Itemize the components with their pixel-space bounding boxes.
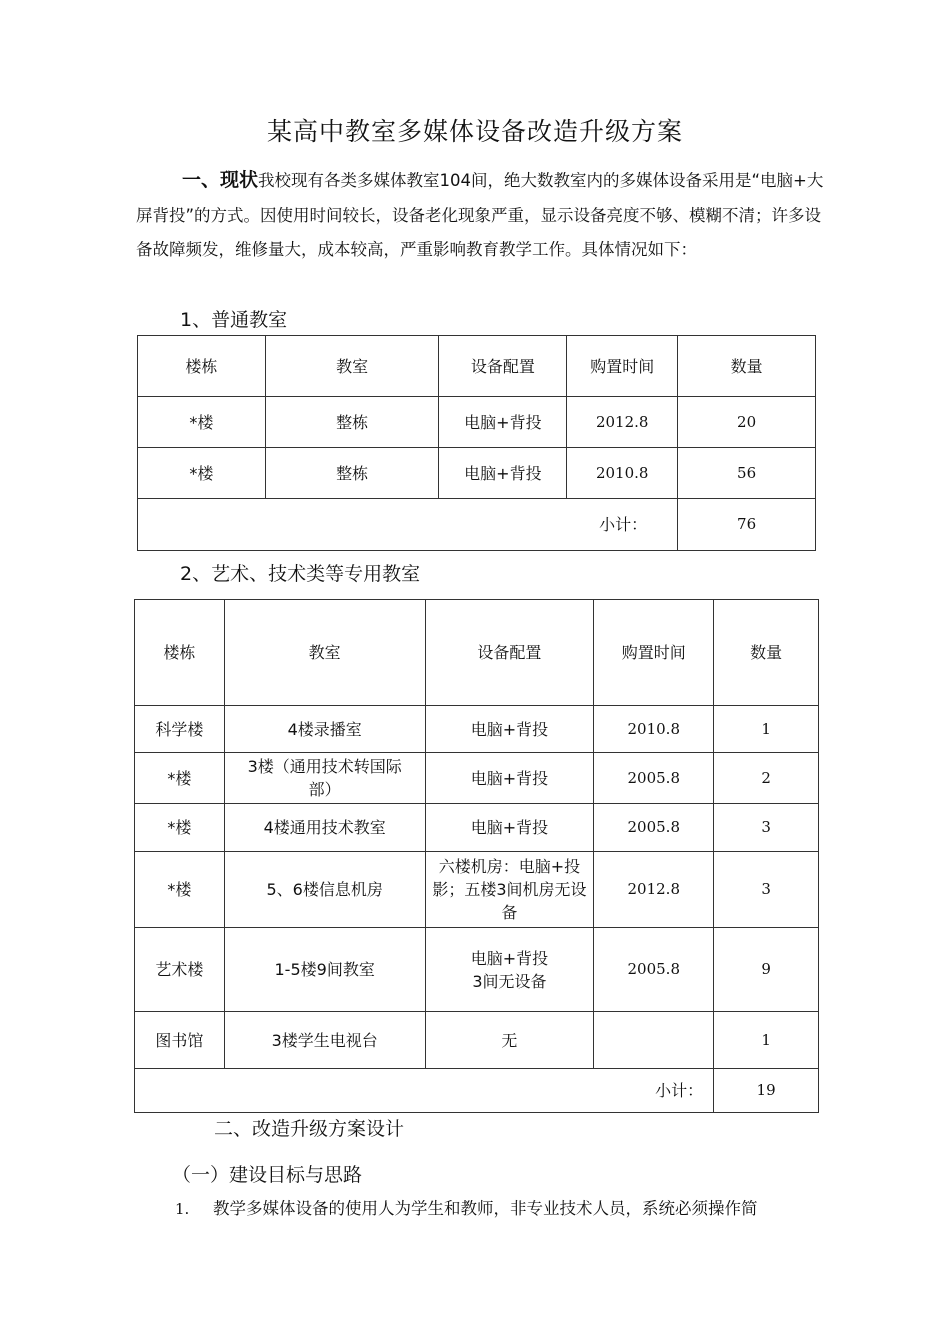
classroom-cell: 4楼录播室: [224, 706, 425, 753]
header-cell: 教室: [265, 336, 439, 397]
header-cell: 数量: [714, 600, 819, 706]
header-cell: 设备配置: [439, 336, 567, 397]
building-cell: 科学楼: [135, 706, 225, 753]
subtotal-row: [135, 1069, 819, 1113]
status-body: 我校现有各类多媒体教室104间，绝大数教室内的多媒体设备采用是“电脑+大屏背投”的方式。因使用时间较长，设备老化现象严重，显示设备亮度不够、模糊不清；许多设备故障频发，维修量大，成本较高，严重影响教育教学工作。具体情况如下：: [136, 171, 824, 259]
equipment-cell: 无: [425, 1012, 594, 1069]
list-item: [175, 1195, 758, 1219]
subtotal-value: 76: [678, 499, 816, 551]
purchase-date-cell: [594, 1012, 714, 1069]
building-cell: *楼: [138, 397, 266, 448]
equipment-cell: 电脑+背投: [425, 804, 594, 852]
quantity-cell: 1: [714, 706, 819, 753]
page-title: 某高中教室多媒体设备改造升级方案: [266, 117, 683, 146]
equipment-cell: 电脑+背投: [425, 706, 594, 753]
quantity-cell: 56: [678, 448, 816, 499]
quantity-cell: 1: [714, 1012, 819, 1069]
purchase-date-cell: 2005.8: [594, 753, 714, 804]
table-header-row: [138, 336, 816, 397]
classroom-cell: 3楼学生电视台: [224, 1012, 425, 1069]
equipment-cell: 电脑+背投: [439, 448, 567, 499]
header-cell: 楼栋: [138, 336, 266, 397]
header-cell: 数量: [678, 336, 816, 397]
building-cell: 图书馆: [135, 1012, 225, 1069]
section-heading-design: 二、改造升级方案设计: [214, 1118, 405, 1140]
subsection-title-special: 2、艺术、技术类等专用教室: [180, 563, 421, 585]
quantity-cell: 2: [714, 753, 819, 804]
table-row: [135, 852, 819, 928]
list-item-text: 教学多媒体设备的使用人为学生和教师，非专业技术人员，系统必须操作简: [213, 1199, 758, 1218]
classroom-cell: 整栋: [265, 448, 439, 499]
classroom-cell: 1-5楼9间教室: [224, 928, 425, 1012]
special-classroom-table: [134, 599, 819, 1113]
equipment-cell: 电脑+背投 3间无设备: [425, 928, 594, 1012]
quantity-cell: 3: [714, 804, 819, 852]
table-row: [138, 448, 816, 499]
section-heading-status: 一、现状: [182, 169, 259, 191]
status-paragraph: [136, 163, 826, 268]
quantity-cell: 9: [714, 928, 819, 1012]
table-row: [135, 706, 819, 753]
purchase-date-cell: 2012.8: [567, 397, 678, 448]
header-cell: 设备配置: [425, 600, 594, 706]
building-cell: *楼: [138, 448, 266, 499]
header-cell: 教室: [224, 600, 425, 706]
classroom-cell: 整栋: [265, 397, 439, 448]
building-cell: *楼: [135, 753, 225, 804]
purchase-date-cell: 2012.8: [594, 852, 714, 928]
subtotal-label: 小计：: [135, 1069, 714, 1113]
building-cell: *楼: [135, 804, 225, 852]
table-row: [135, 753, 819, 804]
classroom-cell: 5、6楼信息机房: [224, 852, 425, 928]
table-row: [135, 928, 819, 1012]
purchase-date-cell: 2005.8: [594, 804, 714, 852]
classroom-cell: 4楼通用技术教室: [224, 804, 425, 852]
regular-classroom-table: [137, 335, 816, 551]
classroom-cell: 3楼（通用技术转国际部）: [224, 753, 425, 804]
equipment-cell: 电脑+背投: [425, 753, 594, 804]
list-item-number: 1.: [175, 1200, 190, 1218]
table-row: [138, 397, 816, 448]
subsection-heading-goals: （一）建设目标与思路: [172, 1164, 363, 1186]
quantity-cell: 20: [678, 397, 816, 448]
subtotal-value: 19: [714, 1069, 819, 1113]
purchase-date-cell: 2010.8: [594, 706, 714, 753]
table-header-row: [135, 600, 819, 706]
building-cell: 艺术楼: [135, 928, 225, 1012]
subsection-title-regular: 1、普通教室: [180, 309, 288, 331]
header-cell: 购置时间: [567, 336, 678, 397]
building-cell: *楼: [135, 852, 225, 928]
header-cell: 楼栋: [135, 600, 225, 706]
table-row: [135, 1012, 819, 1069]
subtotal-label: 小计：: [138, 499, 678, 551]
purchase-date-cell: 2010.8: [567, 448, 678, 499]
purchase-date-cell: 2005.8: [594, 928, 714, 1012]
quantity-cell: 3: [714, 852, 819, 928]
equipment-cell: 电脑+背投: [439, 397, 567, 448]
subtotal-row: [138, 499, 816, 551]
table-row: [135, 804, 819, 852]
header-cell: 购置时间: [594, 600, 714, 706]
equipment-cell: 六楼机房：电脑+投影；五楼3间机房无设备: [425, 852, 594, 928]
